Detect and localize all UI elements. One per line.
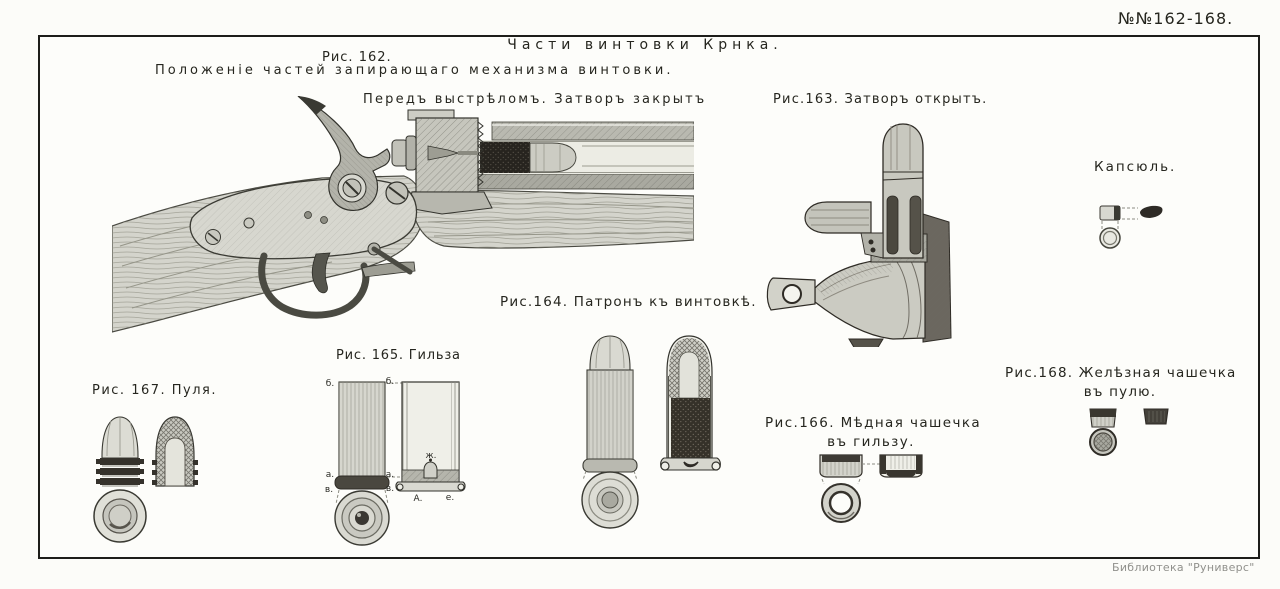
lock-pin-1 xyxy=(305,212,312,219)
case-side-shading xyxy=(339,382,385,478)
fig163-breech-block-illustration xyxy=(765,112,965,347)
case-primer-pocket xyxy=(424,462,437,478)
iron-cup-top-hatch xyxy=(1094,433,1112,451)
runivers-watermark: Библиотека "Руниверс" xyxy=(1112,561,1255,574)
cup-section-shading xyxy=(888,456,915,469)
case-label-b-left: б. xyxy=(325,379,335,389)
fig168-iron-cup-illustration xyxy=(1076,406,1186,468)
cap-leader-dashes xyxy=(1122,208,1138,219)
section-bullet-cavity xyxy=(679,352,699,398)
cap-side-dark-end xyxy=(1114,206,1120,220)
fig162-rifle-illustration xyxy=(112,96,694,336)
case-leader-dashes xyxy=(385,383,402,477)
capsule-illustration xyxy=(1092,196,1172,256)
lock-screw-small xyxy=(244,218,254,228)
sheet-number: №№162-168. xyxy=(1118,9,1234,28)
case-section-rim xyxy=(396,482,465,491)
fig165-label: Рис. 165. Гильза xyxy=(336,348,461,363)
lock-pin-2 xyxy=(321,217,328,224)
iron-cup-side-opening xyxy=(1090,409,1116,417)
fig164-label: Рис.164. Патронъ къ винтовкѣ. xyxy=(500,294,757,310)
breech-foot xyxy=(849,339,883,347)
case-rim-curl-right xyxy=(458,484,464,490)
fig165-case-illustration xyxy=(322,366,472,548)
iron-cup-side-shading xyxy=(1092,417,1114,426)
fig168-label-line1: Рис.168. Желѣзная чашечка xyxy=(1005,365,1237,381)
case-rim-dark xyxy=(335,476,389,489)
fig162-subcaption: Передъ выстрѣломъ. Затворъ закрытъ xyxy=(363,92,707,107)
breech-right-block-hatch xyxy=(923,214,951,342)
case-label-a-left: а. xyxy=(325,470,335,480)
lock-plate-hatch xyxy=(190,179,416,259)
fig167-label: Рис. 167. Пуля. xyxy=(92,383,218,398)
section-rim-curl-left xyxy=(661,462,669,470)
bullet-section-cavity xyxy=(165,438,185,486)
cup-section-wall-left xyxy=(880,455,886,474)
case-section-wall-right xyxy=(451,382,459,484)
cartridge-base-center xyxy=(602,492,618,508)
case-label-e: е. xyxy=(445,493,455,503)
page-title: Части винтовки Крнка. xyxy=(507,37,783,53)
case-label-zh: ж. xyxy=(425,451,437,461)
breech-pin-2 xyxy=(871,248,876,253)
cap-dark-profile xyxy=(1140,206,1163,218)
breech-slot-left xyxy=(887,196,898,254)
cup-section-wall-right xyxy=(916,455,922,474)
fig166-label-line1: Рис.166. Мѣдная чашечка xyxy=(765,415,982,431)
firing-pin-tip xyxy=(458,151,478,155)
fig167-bullet-illustration xyxy=(86,410,221,548)
chamber-powder-dots xyxy=(480,142,530,173)
fig166-label-line2: въ гильзу. xyxy=(827,434,915,450)
breech-left-lug xyxy=(805,202,871,233)
case-label-v-left: в. xyxy=(324,485,334,495)
section-rim xyxy=(661,458,721,470)
fig163-label: Рис.163. Затворъ открытъ. xyxy=(773,92,988,107)
breech-tab-hole xyxy=(783,285,801,303)
fig166-copper-cup-illustration xyxy=(810,446,938,528)
case-base-highlight xyxy=(357,513,361,517)
section-rim-curl-right xyxy=(712,462,720,470)
breech-slot-right xyxy=(910,196,921,254)
fig162-label: Рис. 162. xyxy=(322,50,392,65)
capsule-label: Капсюль. xyxy=(1094,159,1177,175)
cup-section-bottom xyxy=(886,470,916,477)
case-label-a-right: а. xyxy=(385,470,395,480)
case-label-A: А. xyxy=(413,494,423,504)
fig162-caption: Положеніе частей запирающаго механизма винтовки. xyxy=(155,63,674,78)
breech-pin-1 xyxy=(869,240,874,245)
firing-pin-ring xyxy=(406,136,416,170)
iron-cup-section-shading xyxy=(1147,411,1165,422)
barrel-bottom-wall-hatch xyxy=(478,174,694,189)
case-rim-curl-left xyxy=(397,484,403,490)
cup-side-shading xyxy=(822,462,860,475)
cup-side-opening xyxy=(822,455,860,462)
fig164-cartridge-illustration xyxy=(572,328,722,538)
fig168-label-line2: въ пулю. xyxy=(1083,384,1157,400)
breech-lug-step xyxy=(861,233,883,258)
section-powder-dots xyxy=(671,398,710,458)
cup-ring-hole xyxy=(830,492,852,514)
cartridge-case-shading xyxy=(587,370,633,460)
case-base-center xyxy=(355,511,369,525)
case-section-wall-left xyxy=(402,382,410,484)
case-label-v-right: в. xyxy=(385,484,395,494)
bullet-cannelures xyxy=(96,458,144,486)
chamber-bullet xyxy=(530,143,576,172)
case-label-b-right: б. xyxy=(385,377,395,387)
cartridge-rim xyxy=(583,459,637,472)
